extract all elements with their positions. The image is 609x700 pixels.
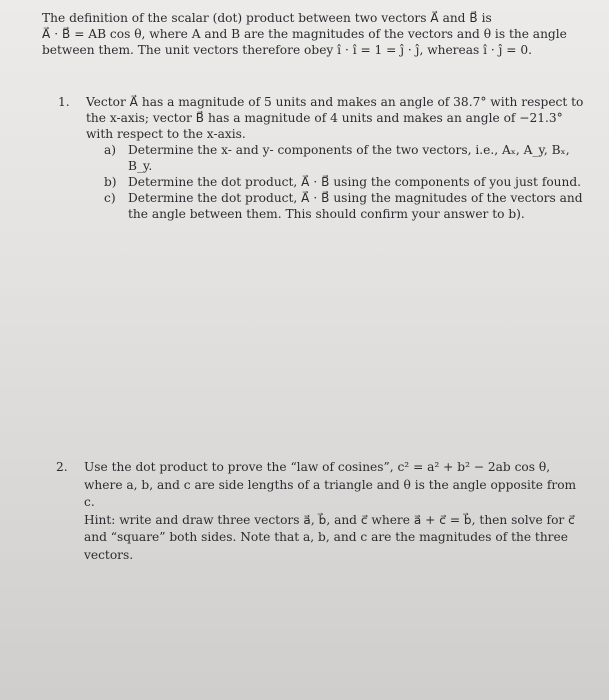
question-1-part-a — [104, 142, 584, 174]
question-2 — [56, 459, 582, 564]
question-2-line-2: where a, b, and c are side lengths of a triangle and θ is the angle opposite from c. — [84, 477, 577, 509]
intro-line-3: between them. The unit vectors therefore obey î · î = 1 = ĵ · ĵ, whereas î · ĵ = 0. — [42, 43, 533, 57]
intro-paragraph — [42, 10, 582, 58]
part-c-text-line-1: Determine the dot product, A⃗ · B⃗ using the magnitudes of the vectors and — [128, 191, 583, 205]
question-1-number: 1. — [58, 95, 70, 109]
question-2-number: 2. — [56, 460, 68, 474]
part-c-label: c) — [104, 191, 116, 205]
part-b-label: b) — [104, 175, 117, 189]
part-a-label: a) — [104, 143, 117, 157]
question-2-line-1: Use the dot product to prove the “law of cosines”, c² = a² + b² − 2ab cos θ, — [84, 460, 551, 474]
part-b-text: Determine the dot product, A⃗ · B⃗ using the components of you just found. — [128, 175, 582, 189]
intro-line-1: The definition of the scalar (dot) product between two vectors A⃗ and B⃗ is — [42, 11, 492, 25]
question-2-line-5: vectors. — [84, 547, 134, 562]
question-1-line-1: Vector A⃗ has a magnitude of 5 units and makes an angle of 38.7° with respect to — [86, 95, 584, 109]
question-2-line-3: Hint: write and draw three vectors a⃗, b⃗, and c⃗ where a⃗ + c⃗ = b⃗, then solve for c⃗ — [84, 512, 575, 527]
question-1 — [58, 94, 584, 222]
question-1-body — [86, 94, 584, 222]
part-c-text-line-2: the angle between them. This should confirm your answer to b). — [128, 207, 525, 221]
question-2-body — [84, 459, 582, 564]
question-1-line-2: the x-axis; vector B⃗ has a magnitude of 4 units and makes an angle of −21.3° — [86, 111, 563, 125]
question-1-part-c — [104, 190, 584, 222]
question-2-line-4: and “square” both sides. Note that a, b, and c are the magnitudes of the three — [84, 530, 568, 544]
question-1-line-3: with respect to the x-axis. — [86, 127, 246, 141]
intro-line-2: A⃗ · B⃗ = AB cos θ, where A and B are the magnitudes of the vectors and θ is the angle — [42, 27, 567, 41]
question-1-part-b — [104, 174, 584, 190]
part-a-text: Determine the x- and y- components of the two vectors, i.e., Aₓ, A_y, Bₓ, B_y. — [128, 143, 570, 173]
